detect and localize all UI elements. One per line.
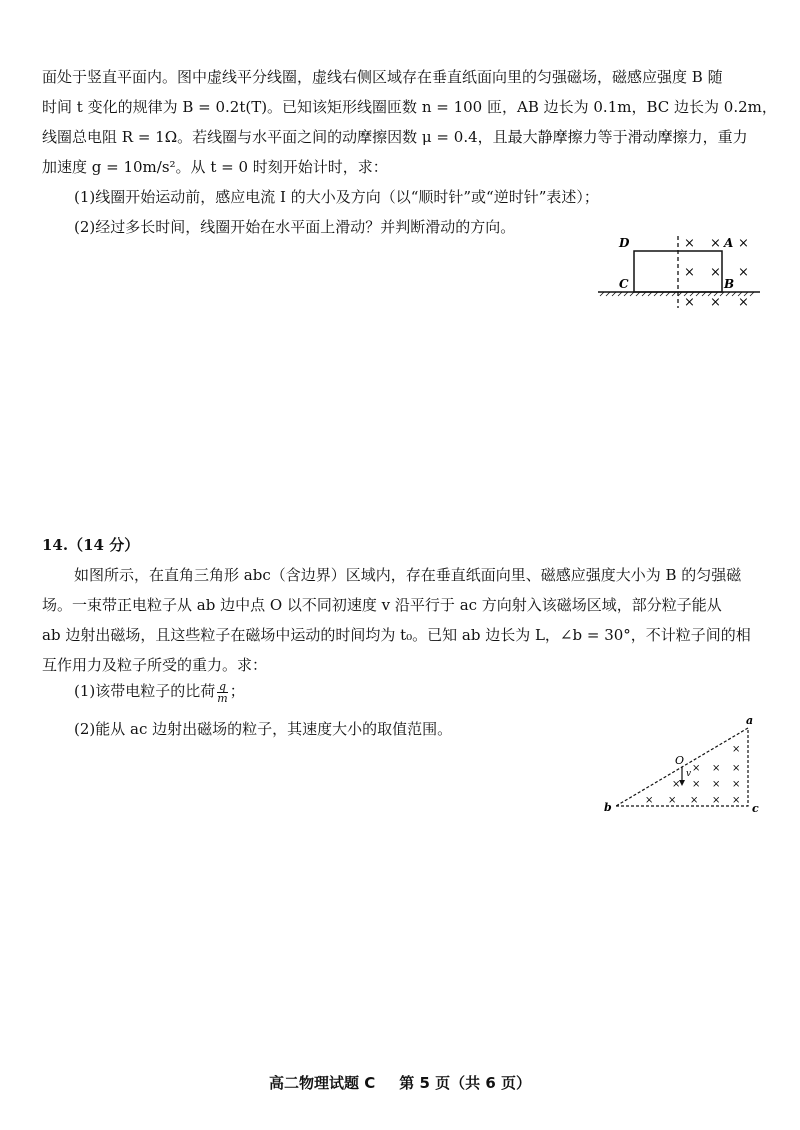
q13-part-1: (1)线圈开始运动前，感应电流 I 的大小及方向（以“顺时针”或“逆时针”表述）； bbox=[74, 188, 599, 206]
cross: × bbox=[712, 779, 721, 790]
cross: × bbox=[692, 779, 701, 790]
cross: × bbox=[712, 763, 721, 774]
cross: × bbox=[684, 265, 695, 280]
label-D: D bbox=[619, 236, 630, 250]
q14-heading: 14.（14 分） bbox=[42, 536, 140, 554]
cross: × bbox=[672, 779, 681, 790]
page-footer bbox=[0, 1072, 800, 1093]
cross: × bbox=[732, 763, 741, 774]
label-b: b bbox=[604, 801, 612, 814]
charge-mass-ratio-fraction bbox=[217, 681, 227, 704]
q13-line-1: 面处于竖直平面内。图中虚线平分线圈，虚线右侧区域存在垂直纸面向里的匀强磁场，磁感应强度 B 随 bbox=[42, 68, 723, 86]
cross: × bbox=[668, 795, 677, 806]
label-c: c bbox=[752, 802, 759, 815]
q13-figure bbox=[594, 232, 764, 312]
label-C: C bbox=[619, 277, 629, 291]
cross: × bbox=[645, 795, 654, 806]
q14-figure bbox=[600, 712, 770, 820]
cross: × bbox=[690, 795, 699, 806]
cross: × bbox=[738, 236, 749, 251]
q14-line-1: 如图所示，在直角三角形 abc（含边界）区域内，存在垂直纸面向里、磁感应强度大小为 B 的匀强磁 bbox=[74, 566, 742, 584]
cross: × bbox=[732, 744, 741, 755]
q14-part-1 bbox=[74, 680, 245, 704]
label-a: a bbox=[746, 714, 754, 727]
page-number: 第 5 页（共 6 页） bbox=[399, 1074, 531, 1092]
q13-part-2: (2)经过多长时间，线圈开始在水平面上滑动？并判断滑动的方向。 bbox=[74, 218, 516, 236]
cross: × bbox=[732, 779, 741, 790]
label-O: O bbox=[675, 754, 685, 767]
q14-line-2: 场。一束带正电粒子从 ab 边中点 O 以不同初速度 v 沿平行于 ac 方向射入该磁场区域，部分粒子能从 bbox=[42, 596, 722, 614]
q14-part-1-text: (1)该带电粒子的比荷 bbox=[74, 682, 216, 700]
fraction-numerator: q bbox=[218, 679, 226, 693]
cross: × bbox=[738, 265, 749, 280]
fraction-denominator: m bbox=[217, 691, 228, 705]
q14-part-1-suffix: ； bbox=[229, 682, 245, 700]
cross: × bbox=[710, 265, 721, 280]
exam-title: 高二物理试题 C bbox=[269, 1074, 376, 1092]
cross: × bbox=[710, 295, 721, 310]
cross: × bbox=[712, 795, 721, 806]
q14-line-3: ab 边射出磁场，且这些粒子在磁场中运动的时间均为 t₀。已知 ab 边长为 L，∠b = 30°，不计粒子间的相 bbox=[42, 626, 751, 644]
q13-line-2: 时间 t 变化的规律为 B = 0.2t(T)。已知该矩形线圈匝数 n = 100 匝，AB 边长为 0.1m，BC 边长为 0.2m， bbox=[42, 98, 777, 116]
cross: × bbox=[684, 295, 695, 310]
label-B: B bbox=[724, 277, 735, 291]
cross: × bbox=[692, 763, 701, 774]
field-crosses bbox=[645, 744, 740, 806]
cross: × bbox=[738, 295, 749, 310]
cross: × bbox=[732, 795, 741, 806]
field-crosses bbox=[684, 236, 749, 310]
q13-line-4: 加速度 g = 10m/s²。从 t = 0 时刻开始计时，求： bbox=[42, 158, 388, 176]
q14-part-2: (2)能从 ac 边射出磁场的粒子，其速度大小的取值范围。 bbox=[74, 720, 453, 738]
label-v: v bbox=[686, 769, 692, 779]
label-A: A bbox=[724, 236, 734, 250]
cross: × bbox=[710, 236, 721, 251]
q13-line-3: 线圈总电阻 R = 1Ω。若线圈与水平面之间的动摩擦因数 μ = 0.4，且最大静摩擦力等于滑动摩擦力，重力 bbox=[42, 128, 748, 146]
cross: × bbox=[684, 236, 695, 251]
q14-line-4: 互作用力及粒子所受的重力。求： bbox=[42, 656, 268, 674]
